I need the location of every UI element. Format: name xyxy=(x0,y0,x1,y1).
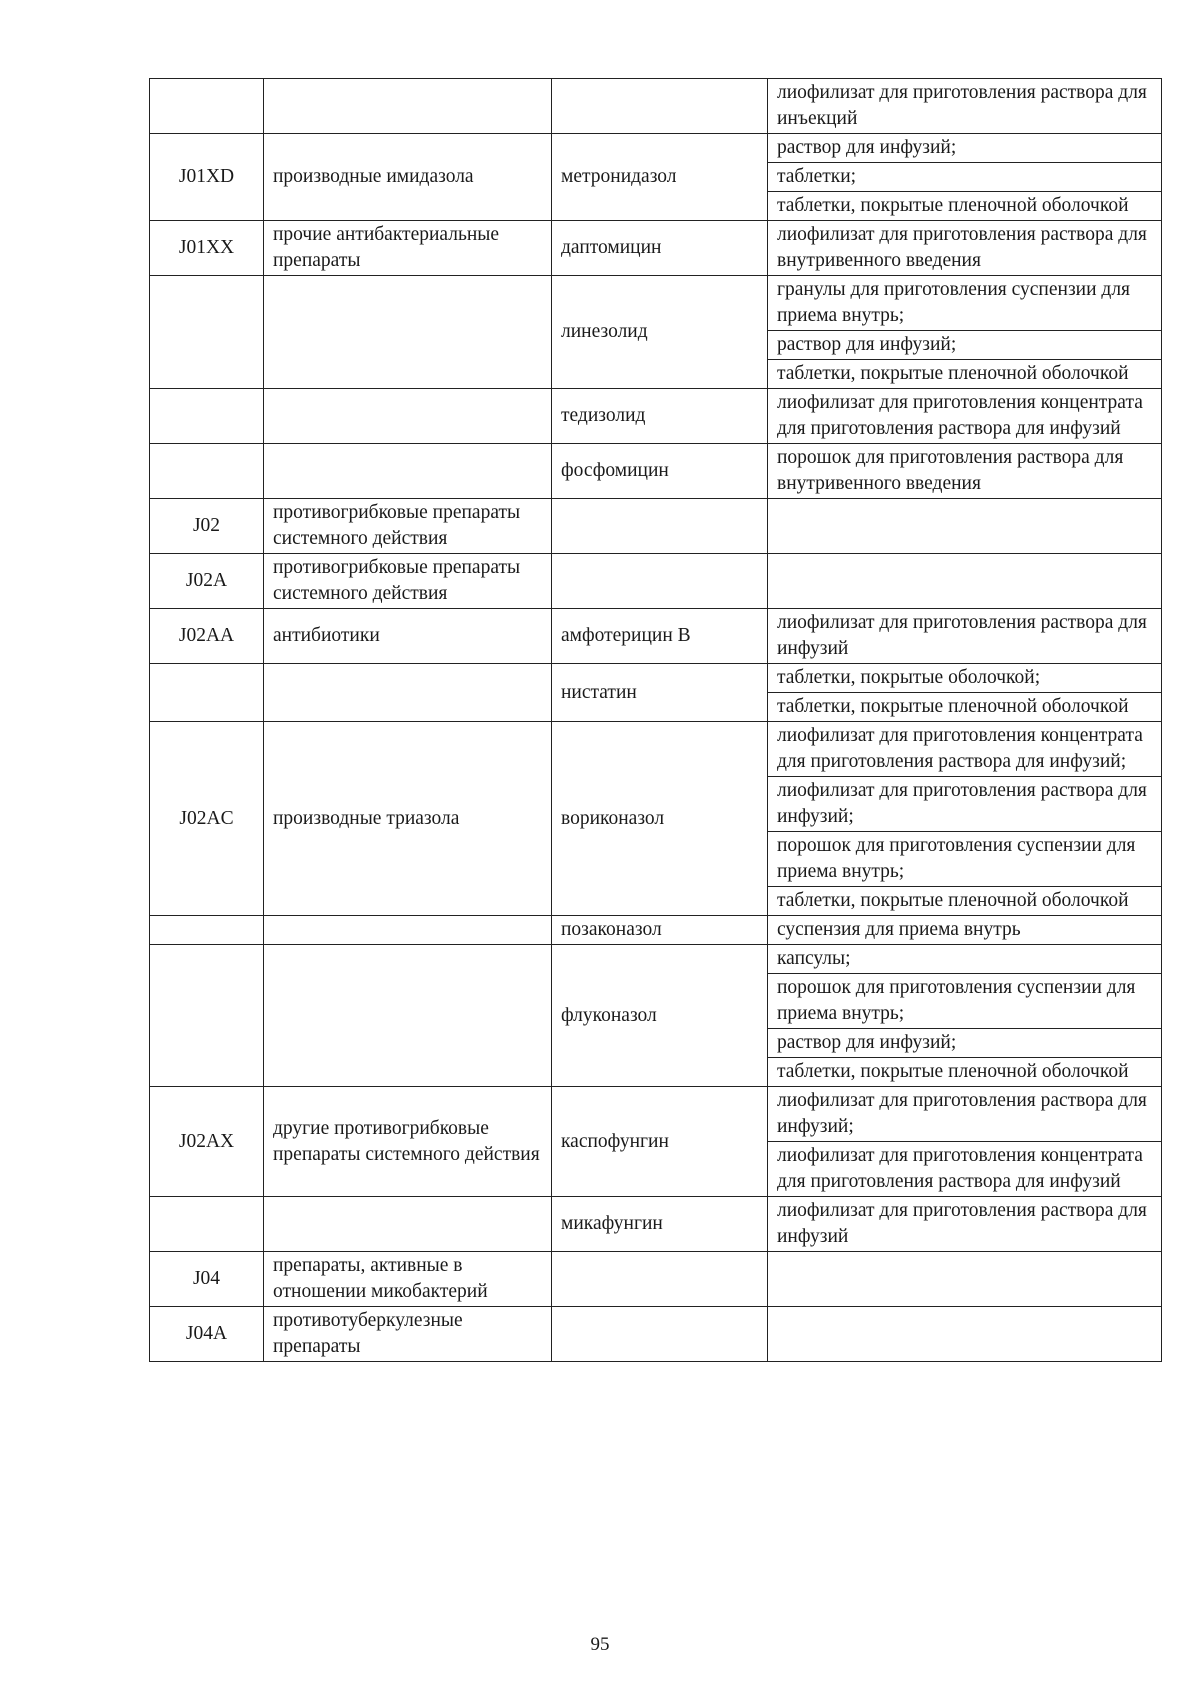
drug-name-cell xyxy=(552,499,768,554)
drug-name-cell: микафунгин xyxy=(552,1197,768,1252)
dosage-forms-cell xyxy=(768,554,1162,609)
dosage-form-item: гранулы для приготовления суспензии для приема внутрь; xyxy=(777,279,1131,326)
group-name-cell: противотуберкулезные препараты xyxy=(264,1307,552,1362)
group-name-cell: препараты, активные в отношении микобактерий xyxy=(264,1252,552,1307)
dosage-form-item: лиофилизат для приготовления раствора для инфузий; xyxy=(777,1090,1147,1137)
atc-code-cell: J02AA xyxy=(150,609,264,664)
group-name-cell xyxy=(264,276,552,389)
group-name-cell xyxy=(264,444,552,499)
table-row xyxy=(150,1252,1162,1307)
atc-code-cell: J02 xyxy=(150,499,264,554)
dosage-forms-cell xyxy=(768,664,1162,722)
drug-name-cell: линезолид xyxy=(552,276,768,389)
table-row xyxy=(150,1087,1162,1197)
dosage-form-item: лиофилизат для приготовления раствора для инфузий xyxy=(777,612,1147,659)
group-name-cell xyxy=(264,916,552,945)
table-row xyxy=(150,916,1162,945)
table-row xyxy=(150,134,1162,221)
atc-code-cell: J02A xyxy=(150,554,264,609)
dosage-forms-cell xyxy=(768,1252,1162,1307)
dosage-forms-list xyxy=(768,1087,1161,1196)
dosage-form-item: раствор для инфузий; xyxy=(768,1028,1161,1057)
dosage-forms-list xyxy=(768,567,1161,595)
group-name-cell: антибиотики xyxy=(264,609,552,664)
atc-code-cell: J02AC xyxy=(150,722,264,916)
dosage-forms-cell xyxy=(768,389,1162,444)
drug-name-cell xyxy=(552,79,768,134)
dosage-forms-list xyxy=(768,389,1161,443)
group-name-cell: производные триазола xyxy=(264,722,552,916)
dosage-forms-list xyxy=(768,79,1161,133)
atc-code-cell: J04 xyxy=(150,1252,264,1307)
atc-code-cell: J01XX xyxy=(150,221,264,276)
atc-code-cell xyxy=(150,916,264,945)
drug-name-cell: нистатин xyxy=(552,664,768,722)
table-row xyxy=(150,722,1162,916)
table-row xyxy=(150,609,1162,664)
table-row xyxy=(150,945,1162,1087)
dosage-form-item: лиофилизат для приготовления раствора для инфузий; xyxy=(768,776,1161,831)
dosage-form-item: таблетки, покрытые пленочной оболочкой xyxy=(768,692,1161,721)
dosage-forms-cell xyxy=(768,79,1162,134)
dosage-forms-list xyxy=(768,444,1161,498)
drug-name-cell: амфотерицин В xyxy=(552,609,768,664)
atc-code-cell: J02AX xyxy=(150,1087,264,1197)
dosage-forms-list xyxy=(768,609,1161,663)
dosage-form-item: таблетки, покрытые пленочной оболочкой xyxy=(768,886,1161,915)
dosage-form-item: капсулы; xyxy=(777,948,851,969)
atc-code-cell xyxy=(150,79,264,134)
dosage-form-item: лиофилизат для приготовления раствора для инфузий xyxy=(777,1200,1147,1247)
drug-table xyxy=(149,78,1162,1362)
dosage-forms-list xyxy=(768,1265,1161,1293)
table-row xyxy=(150,664,1162,722)
dosage-forms-cell xyxy=(768,134,1162,221)
dosage-form-item: лиофилизат для приготовления концентрата для приготовления раствора для инфузий; xyxy=(777,725,1143,772)
table-row xyxy=(150,221,1162,276)
dosage-forms-cell xyxy=(768,945,1162,1087)
drug-name-cell xyxy=(552,554,768,609)
drug-table-body xyxy=(150,79,1162,1362)
table-row xyxy=(150,444,1162,499)
dosage-form-item: суспензия для приема внутрь xyxy=(777,919,1021,940)
table-row xyxy=(150,554,1162,609)
drug-name-cell xyxy=(552,1252,768,1307)
group-name-cell: противогрибковые препараты системного действия xyxy=(264,554,552,609)
drug-name-cell: флуконазол xyxy=(552,945,768,1087)
dosage-form-item: лиофилизат для приготовления раствора для внутривенного введения xyxy=(777,224,1147,271)
group-name-cell xyxy=(264,664,552,722)
dosage-forms-list xyxy=(768,916,1161,944)
atc-code-cell xyxy=(150,276,264,389)
atc-code-cell xyxy=(150,444,264,499)
atc-code-cell xyxy=(150,1197,264,1252)
dosage-forms-cell xyxy=(768,1087,1162,1197)
group-name-cell: другие противогрибковые препараты системного действия xyxy=(264,1087,552,1197)
drug-name-cell: фосфомицин xyxy=(552,444,768,499)
dosage-form-item: порошок для приготовления раствора для внутривенного введения xyxy=(777,447,1124,494)
atc-code-cell xyxy=(150,945,264,1087)
dosage-forms-list xyxy=(768,664,1161,721)
table-row xyxy=(150,389,1162,444)
dosage-forms-cell xyxy=(768,722,1162,916)
dosage-form-item xyxy=(768,512,1161,540)
dosage-form-item: таблетки, покрытые пленочной оболочкой xyxy=(768,1057,1161,1086)
table-row xyxy=(150,1307,1162,1362)
dosage-form-item: таблетки, покрытые пленочной оболочкой xyxy=(768,191,1161,220)
drug-name-cell: метронидазол xyxy=(552,134,768,221)
atc-code-cell: J04A xyxy=(150,1307,264,1362)
dosage-form-item: порошок для приготовления суспензии для приема внутрь; xyxy=(768,831,1161,886)
dosage-form-item: таблетки, покрытые пленочной оболочкой xyxy=(768,359,1161,388)
dosage-form-item: таблетки; xyxy=(768,162,1161,191)
dosage-form-item xyxy=(768,1265,1161,1293)
drug-name-cell: каспофунгин xyxy=(552,1087,768,1197)
table-row xyxy=(150,499,1162,554)
atc-code-cell: J01XD xyxy=(150,134,264,221)
table-row xyxy=(150,79,1162,134)
group-name-cell: прочие антибактериальные препараты xyxy=(264,221,552,276)
dosage-form-item: лиофилизат для приготовления раствора для инъекций xyxy=(777,82,1147,129)
dosage-forms-cell xyxy=(768,499,1162,554)
dosage-forms-cell xyxy=(768,276,1162,389)
page-number: 95 xyxy=(590,1634,610,1655)
group-name-cell: противогрибковые препараты системного действия xyxy=(264,499,552,554)
drug-name-cell xyxy=(552,1307,768,1362)
table-row xyxy=(150,276,1162,389)
dosage-forms-list xyxy=(768,221,1161,275)
dosage-form-item: раствор для инфузий; xyxy=(777,137,957,158)
atc-code-cell xyxy=(150,389,264,444)
drug-name-cell: даптомицин xyxy=(552,221,768,276)
dosage-forms-cell xyxy=(768,1307,1162,1362)
dosage-forms-cell xyxy=(768,221,1162,276)
group-name-cell xyxy=(264,389,552,444)
dosage-forms-list xyxy=(768,276,1161,388)
dosage-form-item xyxy=(768,1320,1161,1348)
drug-name-cell: вориконазол xyxy=(552,722,768,916)
dosage-forms-list xyxy=(768,1197,1161,1251)
dosage-form-item: порошок для приготовления суспензии для приема внутрь; xyxy=(768,973,1161,1028)
group-name-cell xyxy=(264,945,552,1087)
atc-code-cell xyxy=(150,664,264,722)
dosage-form-item xyxy=(768,567,1161,595)
drug-name-cell: тедизолид xyxy=(552,389,768,444)
dosage-form-item: раствор для инфузий; xyxy=(768,330,1161,359)
dosage-forms-list xyxy=(768,1320,1161,1348)
group-name-cell xyxy=(264,79,552,134)
dosage-forms-list xyxy=(768,512,1161,540)
dosage-forms-cell xyxy=(768,916,1162,945)
drug-name-cell: позаконазол xyxy=(552,916,768,945)
dosage-form-item: лиофилизат для приготовления концентрата для приготовления раствора для инфузий xyxy=(777,392,1143,439)
dosage-forms-list xyxy=(768,945,1161,1086)
dosage-forms-list xyxy=(768,134,1161,220)
dosage-forms-cell xyxy=(768,609,1162,664)
dosage-form-item: таблетки, покрытые оболочкой; xyxy=(777,667,1041,688)
table-row xyxy=(150,1197,1162,1252)
dosage-form-item: лиофилизат для приготовления концентрата для приготовления раствора для инфузий xyxy=(768,1141,1161,1196)
group-name-cell xyxy=(264,1197,552,1252)
dosage-forms-cell xyxy=(768,1197,1162,1252)
dosage-forms-cell xyxy=(768,444,1162,499)
dosage-forms-list xyxy=(768,722,1161,915)
group-name-cell: производные имидазола xyxy=(264,134,552,221)
